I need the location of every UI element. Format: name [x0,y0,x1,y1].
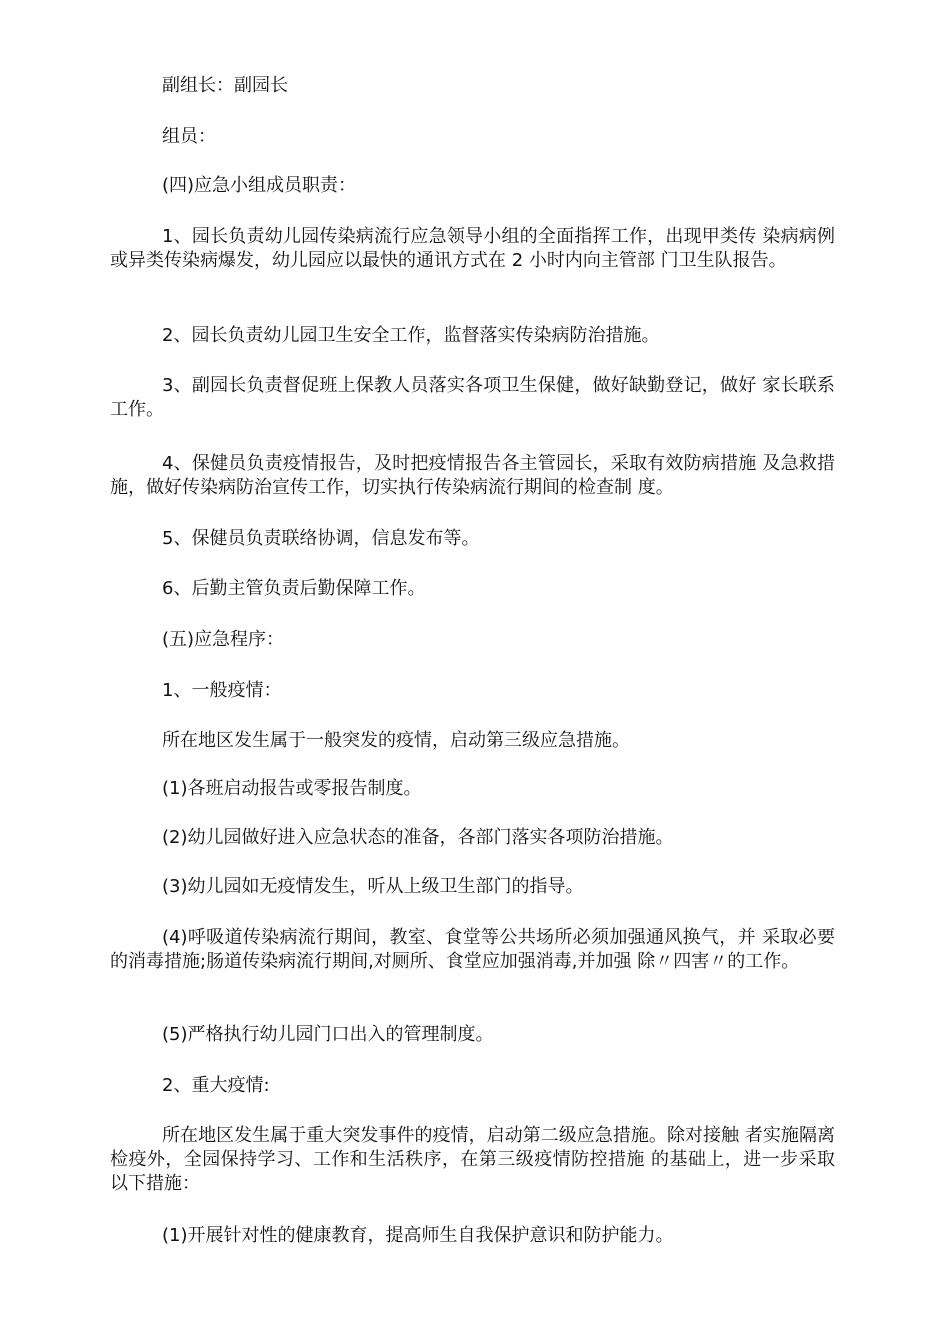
paragraph-duty-2: 2、园长负责幼儿园卫生安全工作，监督落实传染病防治措施。 [162,325,660,346]
section-heading-duties: (四)应急小组成员职责： [162,175,357,196]
subheading-major-epidemic: 2、重大疫情: [162,1075,270,1096]
paragraph-general-epidemic: 所在地区发生属于一般突发的疫情，启动第三级应急措施。 [162,730,630,751]
paragraph-major-epidemic: 所在地区发生属于重大突发事件的疫情，启动第二级应急措施。除对接触 者实施隔离检疫外，全园保持学习、工作和生活秩序，在第三级疫情防控措施 的基础上，进一步采取以下措施： [110,1125,835,1194]
paragraph-major-measure-1: (1)开展针对性的健康教育，提高师生自我保护意识和防护能力。 [162,1225,674,1246]
paragraph-measure-3: (3)幼儿园如无疫情发生，听从上级卫生部门的指导。 [162,876,584,897]
paragraph-measure-2: (2)幼儿园做好进入应急状态的准备，各部门落实各项防治措施。 [162,827,674,848]
subheading-general-epidemic: 1、一般疫情： [162,680,282,701]
paragraph-deputy-leader: 副组长：副园长 [162,75,288,96]
paragraph-duty-4: 4、保健员负责疫情报告，及时把疫情报告各主管园长，采取有效防病措施 及急救措施，做好传染病防治宣传工作，切实执行传染病流行期间的检查制 度。 [110,453,835,498]
paragraph-members: 组员： [162,126,216,147]
paragraph-measure-5: (5)严格执行幼儿园门口出入的管理制度。 [162,1024,494,1045]
paragraph-measure-4: (4)呼吸道传染病流行期间，教室、食堂等公共场所必须加强通风换气，并 采取必要的消毒措施;肠道传染病流行期间,对厕所、食堂应加强消毒,并加强 除〃四害〃的工作。 [110,927,835,972]
paragraph-duty-6: 6、后勤主管负责后勤保障工作。 [162,578,426,599]
paragraph-measure-1: (1)各班启动报告或零报告制度。 [162,778,422,799]
paragraph-duty-5: 5、保健员负责联络协调，信息发布等。 [162,528,480,549]
section-heading-procedure: (五)应急程序： [162,629,285,650]
paragraph-duty-3: 3、副园长负责督促班上保教人员落实各项卫生保健，做好缺勤登记，做好 家长联系工作。 [110,375,835,420]
paragraph-duty-1: 1、园长负责幼儿园传染病流行应急领导小组的全面指挥工作，出现甲类传 染病病例或异类传染病爆发，幼儿园应以最快的通讯方式在 2 小时内向主管部 门卫生队报告。 [110,226,835,271]
